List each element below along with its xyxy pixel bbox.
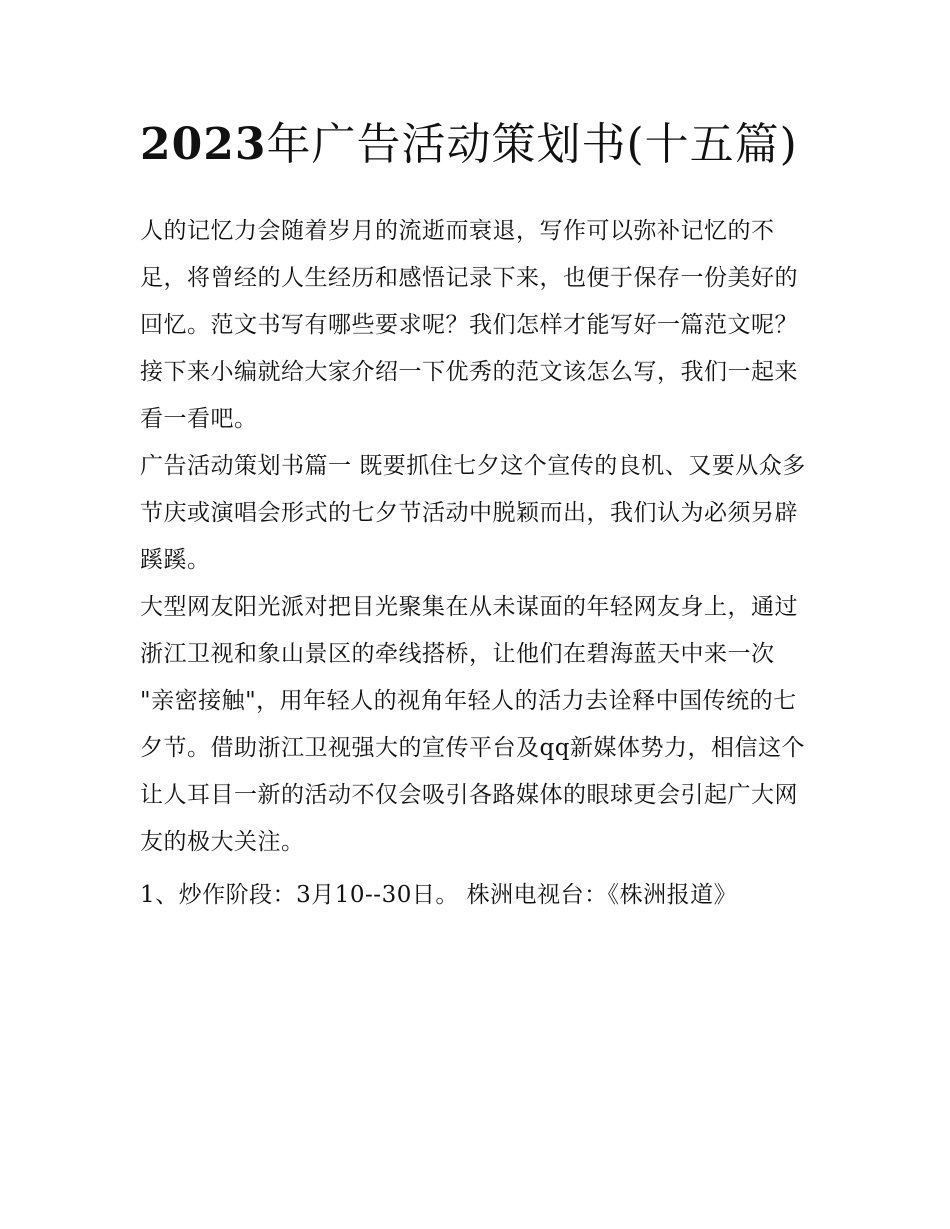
intro-paragraph: 人的记忆力会随着岁月的流逝而衰退，写作可以弥补记忆的不足，将曾经的人生经历和感悟记录下来，也便于保存一份美好的回忆。范文书写有哪些要求呢？我们怎样才能写好一篇范文呢？接下来小编就给大家介绍一下优秀的范文该怎么写，我们一起来看一看吧。	[140, 218, 798, 432]
title-year: 2023	[140, 119, 267, 170]
title-text: 年广告活动策划书(十五篇)	[266, 119, 798, 170]
document-title	[140, 110, 815, 180]
party-description-paragraph: 大型网友阳光派对把目光聚集在从未谋面的年轻网友身上，通过浙江卫视和象山景区的牵线搭桥，让他们在碧海蓝天中来一次	[140, 594, 798, 667]
intimate-contact-paragraph: "亲密接触"，用年轻人的视角年轻人的活力去诠释中国传统的七夕节。借助浙江卫视强大的宣传平台及qq新媒体势力，相信这个让人耳目一新的活动不仅会吸引各路媒体的眼球更会引起广大网友的极大关注。	[140, 688, 805, 855]
document-page	[140, 110, 815, 919]
hype-stage-list-item: 1、炒作阶段：3月10--30日。 株洲电视台：《株洲报道》	[140, 882, 738, 908]
article-one-intro-paragraph: 广告活动策划书篇一 既要抓住七夕这个宣传的良机、又要从众多节庆或演唱会形式的七夕节活动中脱颖而出，我们认为必须另辟蹊蹊。	[140, 453, 806, 573]
